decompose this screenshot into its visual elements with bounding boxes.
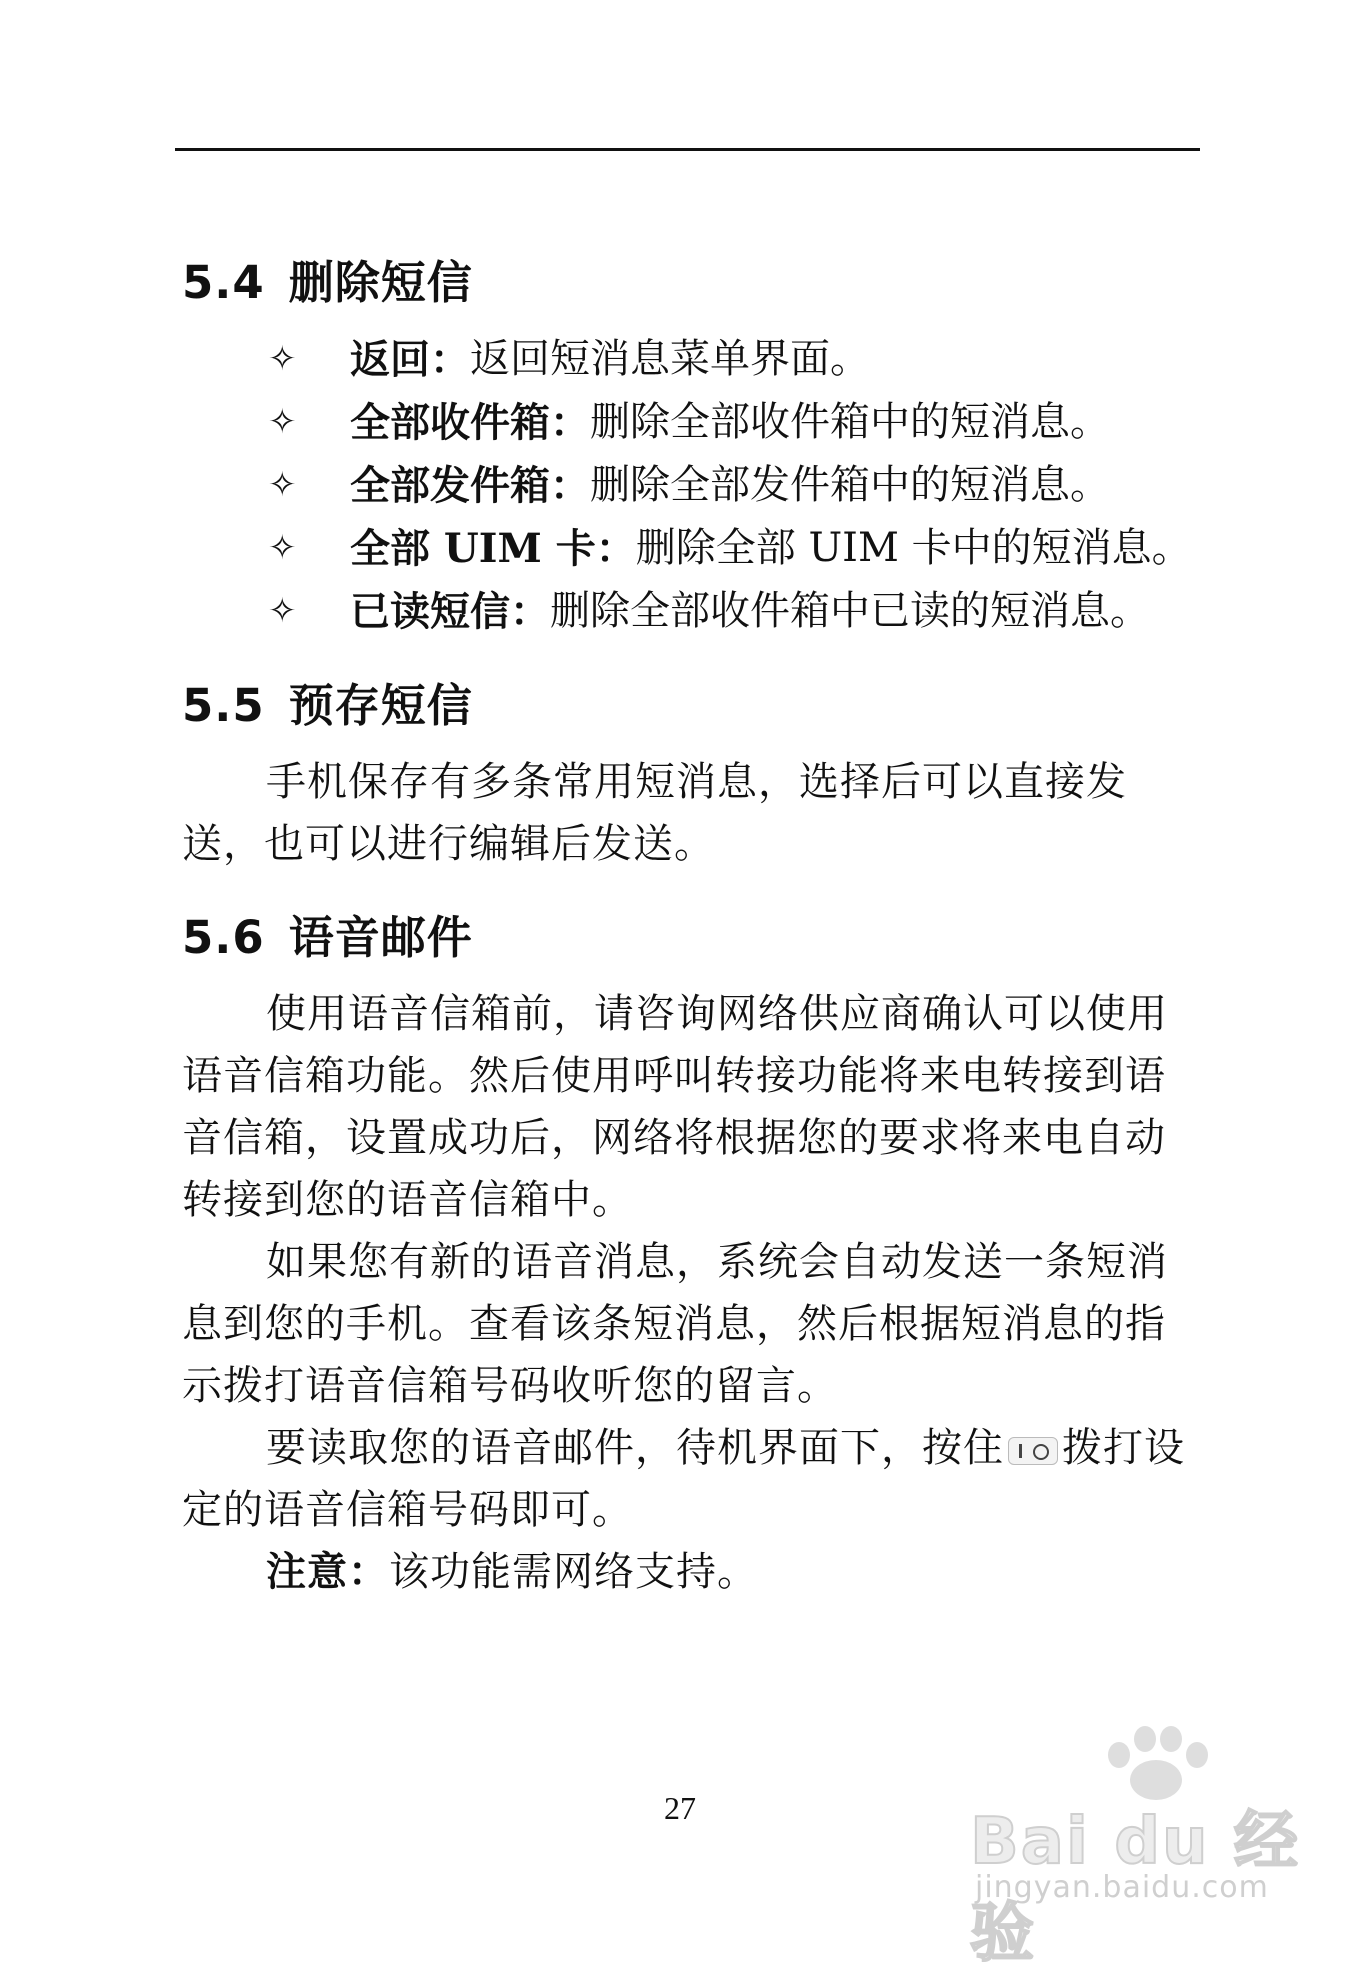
section-heading [182, 238, 1192, 328]
section-title: 删除短信 [288, 256, 473, 309]
instruction-text-after: 拨打设定的语音信箱号码即可。 [182, 1425, 1185, 1533]
bullet-star-icon: ✧ [268, 339, 297, 379]
section-voicemail [182, 893, 1192, 1603]
section-number: 5.5 [182, 679, 265, 732]
section-heading [182, 893, 1192, 983]
bullet-list [182, 328, 1192, 643]
page-content [182, 238, 1192, 1603]
section-delete-messages [182, 238, 1192, 643]
section-number: 5.4 [182, 256, 265, 309]
list-item [182, 454, 1192, 517]
section-title: 语音邮件 [288, 911, 473, 964]
list-item [182, 517, 1192, 580]
bullet-desc: 删除全部收件箱中的短消息。 [590, 399, 1110, 445]
spacer [182, 643, 1192, 661]
bullet-star-icon: ✧ [268, 528, 297, 568]
watermark [960, 1720, 1350, 1971]
bullet-term: 返回： [350, 336, 470, 383]
paragraph: 使用语音信箱前，请咨询网络供应商确认可以使用语音信箱功能。然后使用呼叫转接功能将来电转接到语音信箱，设置成功后，网络将根据您的要求将来电自动转接到您的语音信箱中。 [182, 991, 1168, 1223]
section-preset-messages [182, 661, 1192, 875]
watermark-url: jingyan.baidu.com [975, 1870, 1269, 1905]
paragraph-key-instruction [182, 1417, 1192, 1541]
section-number: 5.6 [182, 911, 265, 964]
bullet-term: 全部发件箱： [350, 462, 590, 509]
bullet-term: 全部 UIM 卡： [350, 525, 636, 572]
list-item [182, 391, 1192, 454]
bullet-desc: 删除全部收件箱中已读的短消息。 [550, 588, 1150, 634]
list-item [182, 328, 1192, 391]
paragraph: 手机保存有多条常用短消息，选择后可以直接发送，也可以进行编辑后发送。 [182, 759, 1127, 867]
bullet-desc: 删除全部发件箱中的短消息。 [590, 462, 1110, 508]
paragraph: 如果您有新的语音消息，系统会自动发送一条短消息到您的手机。查看该条短消息，然后根据短消息的指示拨打语音信箱号码收听您的留言。 [182, 1239, 1168, 1409]
note-label: 注意： [266, 1548, 389, 1595]
instruction-text-before: 要读取您的语音邮件，待机界面下，按住 [266, 1425, 1004, 1471]
bullet-desc: 返回短消息菜单界面。 [470, 336, 870, 382]
list-item [182, 580, 1192, 643]
header-rule [175, 148, 1200, 151]
section-heading [182, 661, 1192, 751]
section-title: 预存短信 [288, 679, 473, 732]
bullet-star-icon: ✧ [268, 465, 297, 505]
bullet-star-icon: ✧ [268, 591, 297, 631]
note-paragraph [182, 1541, 1192, 1603]
bullet-term: 已读短信： [350, 588, 550, 635]
bullet-desc: 删除全部 UIM 卡中的短消息。 [635, 525, 1192, 571]
bullet-term: 全部收件箱： [350, 399, 590, 446]
watermark-logo: Bai du 经验 [970, 1805, 1300, 1971]
page-number: 27 [664, 1790, 696, 1826]
note-text: 该功能需网络支持。 [389, 1549, 758, 1595]
spacer [182, 875, 1192, 893]
voicemail-key-icon [1008, 1437, 1058, 1465]
bullet-star-icon: ✧ [268, 402, 297, 442]
